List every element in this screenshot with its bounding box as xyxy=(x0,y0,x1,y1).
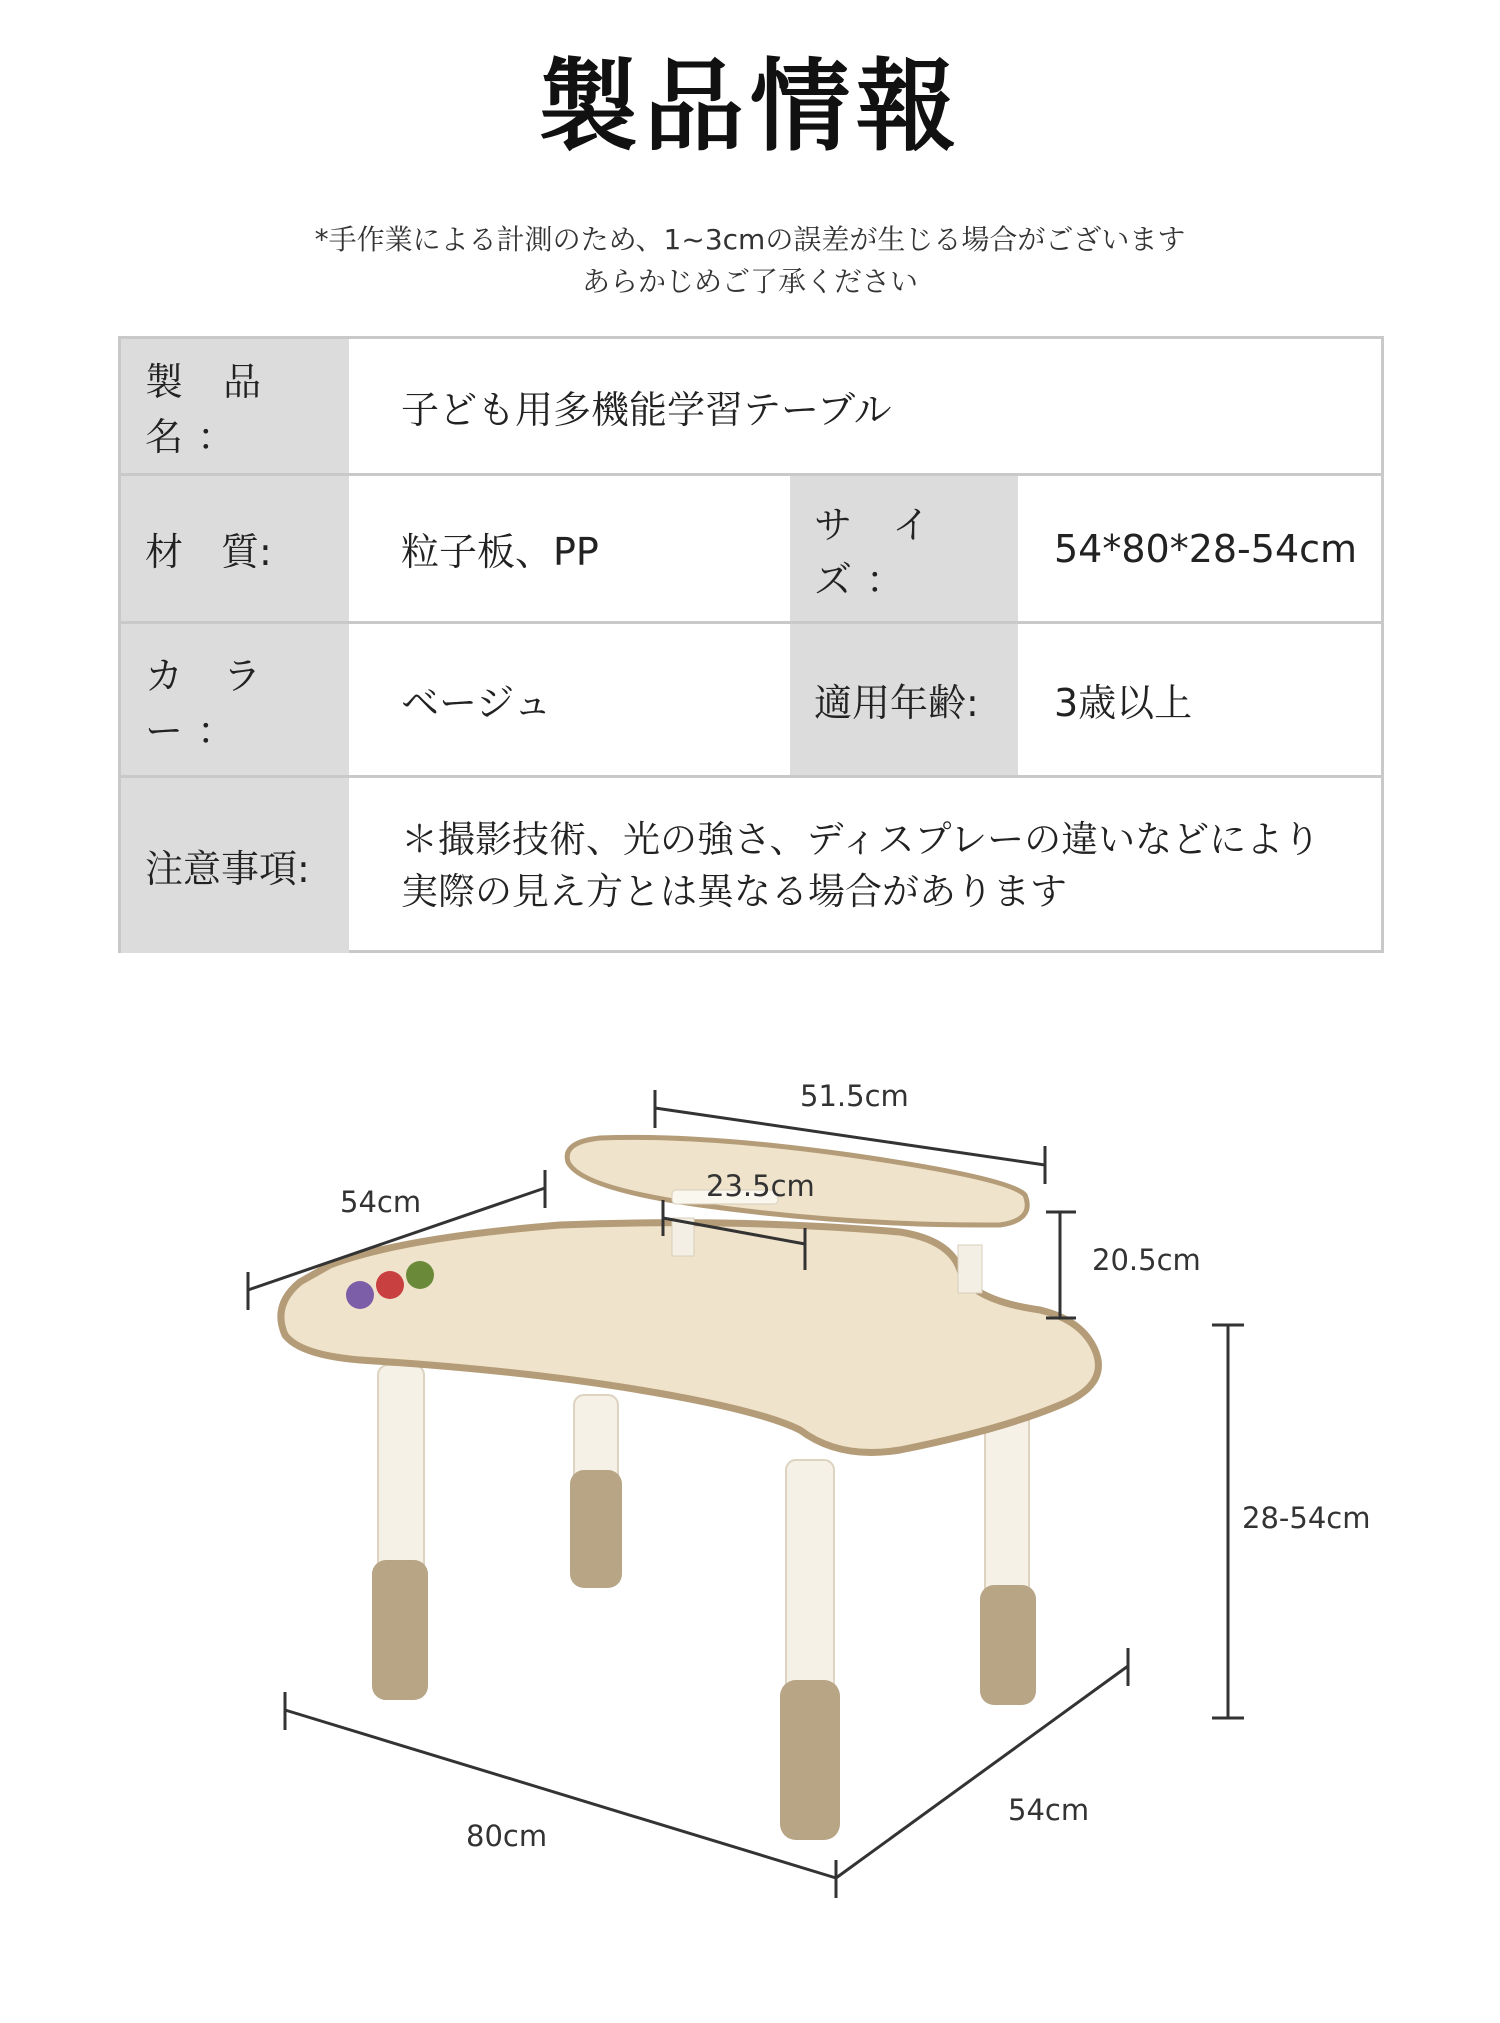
table-depth-bottom-label: 54cm xyxy=(1008,1793,1090,1827)
table-depth-top-label: 54cm xyxy=(340,1185,422,1219)
size-value: 54*80*28-54cm xyxy=(1054,526,1358,571)
button-green xyxy=(406,1261,434,1289)
color-label: カ ラ ー： xyxy=(121,624,349,775)
button-red xyxy=(376,1271,404,1299)
color-value: ベージュ xyxy=(401,681,552,725)
table-height-label: 28-54cm xyxy=(1242,1501,1371,1535)
shelf-width-label: 51.5cm xyxy=(800,1079,909,1113)
spec-row-material-size xyxy=(121,476,1381,624)
spec-row-color-age xyxy=(121,624,1381,778)
measurement-note: *手作業による計測のため、1~3cmの誤差が生じる場合がございます xyxy=(314,223,1186,256)
notes-line-1: ＊撮影技術、光の強さ、ディスプレーの違いなどにより xyxy=(401,817,1321,861)
size-label: サ イ ズ： xyxy=(790,476,1018,621)
notes-value xyxy=(349,778,1384,953)
material-label: 材 質: xyxy=(121,476,349,621)
notes-label: 注意事項: xyxy=(121,778,349,953)
shelf-leg-gap-label: 23.5cm xyxy=(706,1169,815,1203)
button-purple xyxy=(346,1281,374,1309)
measurement-note-2: あらかじめご了承ください xyxy=(581,265,918,298)
product-name-label: 製 品 名： xyxy=(121,339,349,473)
age-value: 3歳以上 xyxy=(1054,681,1193,725)
shelf-height-label: 20.5cm xyxy=(1092,1243,1201,1277)
notes-line-2: 実際の見え方とは異なる場合があります xyxy=(401,869,1067,913)
product-name-value: 子ども用多機能学習テーブル xyxy=(401,387,892,432)
page-title: 製品情報 xyxy=(538,48,962,165)
spec-table xyxy=(118,336,1384,953)
spec-row-product-name xyxy=(121,339,1381,476)
spec-row-notes xyxy=(121,778,1381,953)
material-value: 粒子板、PP xyxy=(401,530,599,574)
table-width-label: 80cm xyxy=(466,1819,548,1853)
age-label: 適用年齢: xyxy=(790,624,1018,775)
table-dimension-diagram xyxy=(0,1040,1500,2000)
